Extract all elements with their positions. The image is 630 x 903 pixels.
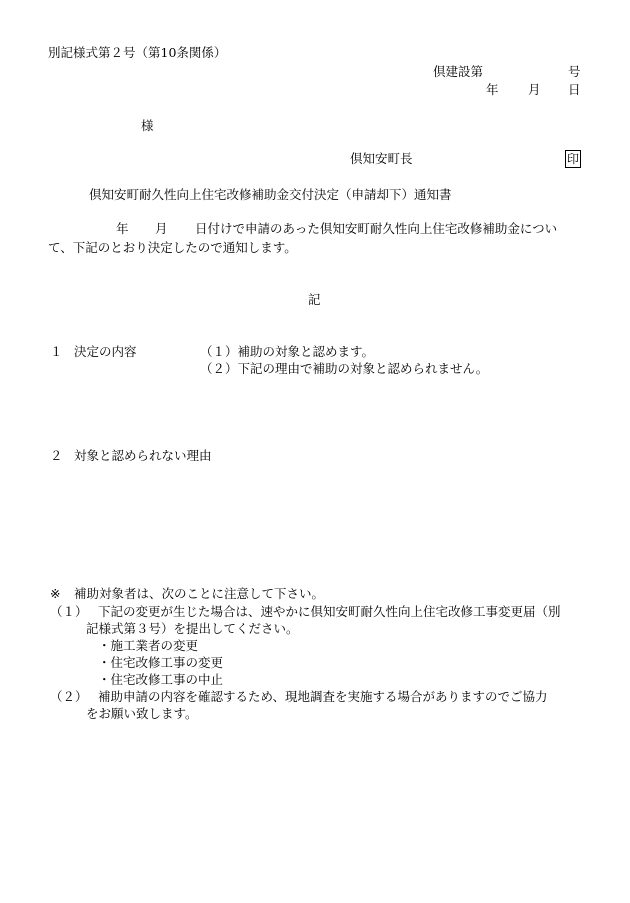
doc-number-suffix: 号 — [568, 64, 581, 79]
intro-month: 月 — [155, 221, 168, 236]
ki-heading: 記 — [308, 292, 321, 307]
section1-option-2: （２）下記の理由で補助の対象と認められません。 — [200, 361, 489, 376]
notes-item2-line2: をお願い致します。 — [86, 706, 198, 721]
intro-line1: 日付けで申請のあった倶知安町耐久性向上住宅改修補助金につい — [195, 221, 558, 236]
intro-year: 年 — [116, 221, 129, 236]
notes-item1-line1: 下記の変更が生じた場合は、速やかに倶知安町耐久性向上住宅改修工事変更届（別 — [98, 604, 561, 619]
section2-label: 対象と認められない理由 — [74, 448, 212, 463]
date-day: 日 — [568, 82, 581, 97]
sender-name: 倶知安町長 — [350, 151, 413, 166]
notes-bullet-1: ・施工業者の変更 — [98, 638, 199, 653]
notes-item1-line2: 記様式第３号）を提出してください。 — [86, 621, 299, 636]
intro-line2: て、下記のとおり決定したので通知します。 — [48, 240, 297, 255]
recipient-honorific: 様 — [141, 118, 154, 133]
form-number: 別記様式第２号（第10条関係） — [48, 45, 227, 60]
notes-mark: ※ — [50, 586, 61, 601]
date-year: 年 — [486, 82, 499, 97]
section2-number: ２ — [50, 448, 63, 463]
date-month: 月 — [528, 82, 541, 97]
section1-option-1: （１）補助の対象と認めます。 — [200, 344, 375, 359]
notes-bullet-2: ・住宅改修工事の変更 — [98, 655, 224, 670]
section1-label: 決定の内容 — [74, 344, 137, 359]
notes-lead: 補助対象者は、次のことに注意して下さい。 — [74, 586, 325, 601]
document-title: 倶知安町耐久性向上住宅改修補助金交付決定（申請却下）通知書 — [89, 187, 452, 202]
seal-stamp-box: 印 — [566, 152, 579, 166]
notes-item2-number: （２） — [50, 689, 88, 704]
section1-number: １ — [50, 344, 63, 359]
notes-bullet-3: ・住宅改修工事の中止 — [98, 672, 224, 687]
notes-item1-number: （１） — [50, 604, 88, 619]
doc-number-prefix: 倶建設第 — [433, 64, 484, 79]
notes-item2-line1: 補助申請の内容を確認するため、現地調査を実施する場合がありますのでご協力 — [98, 689, 548, 704]
